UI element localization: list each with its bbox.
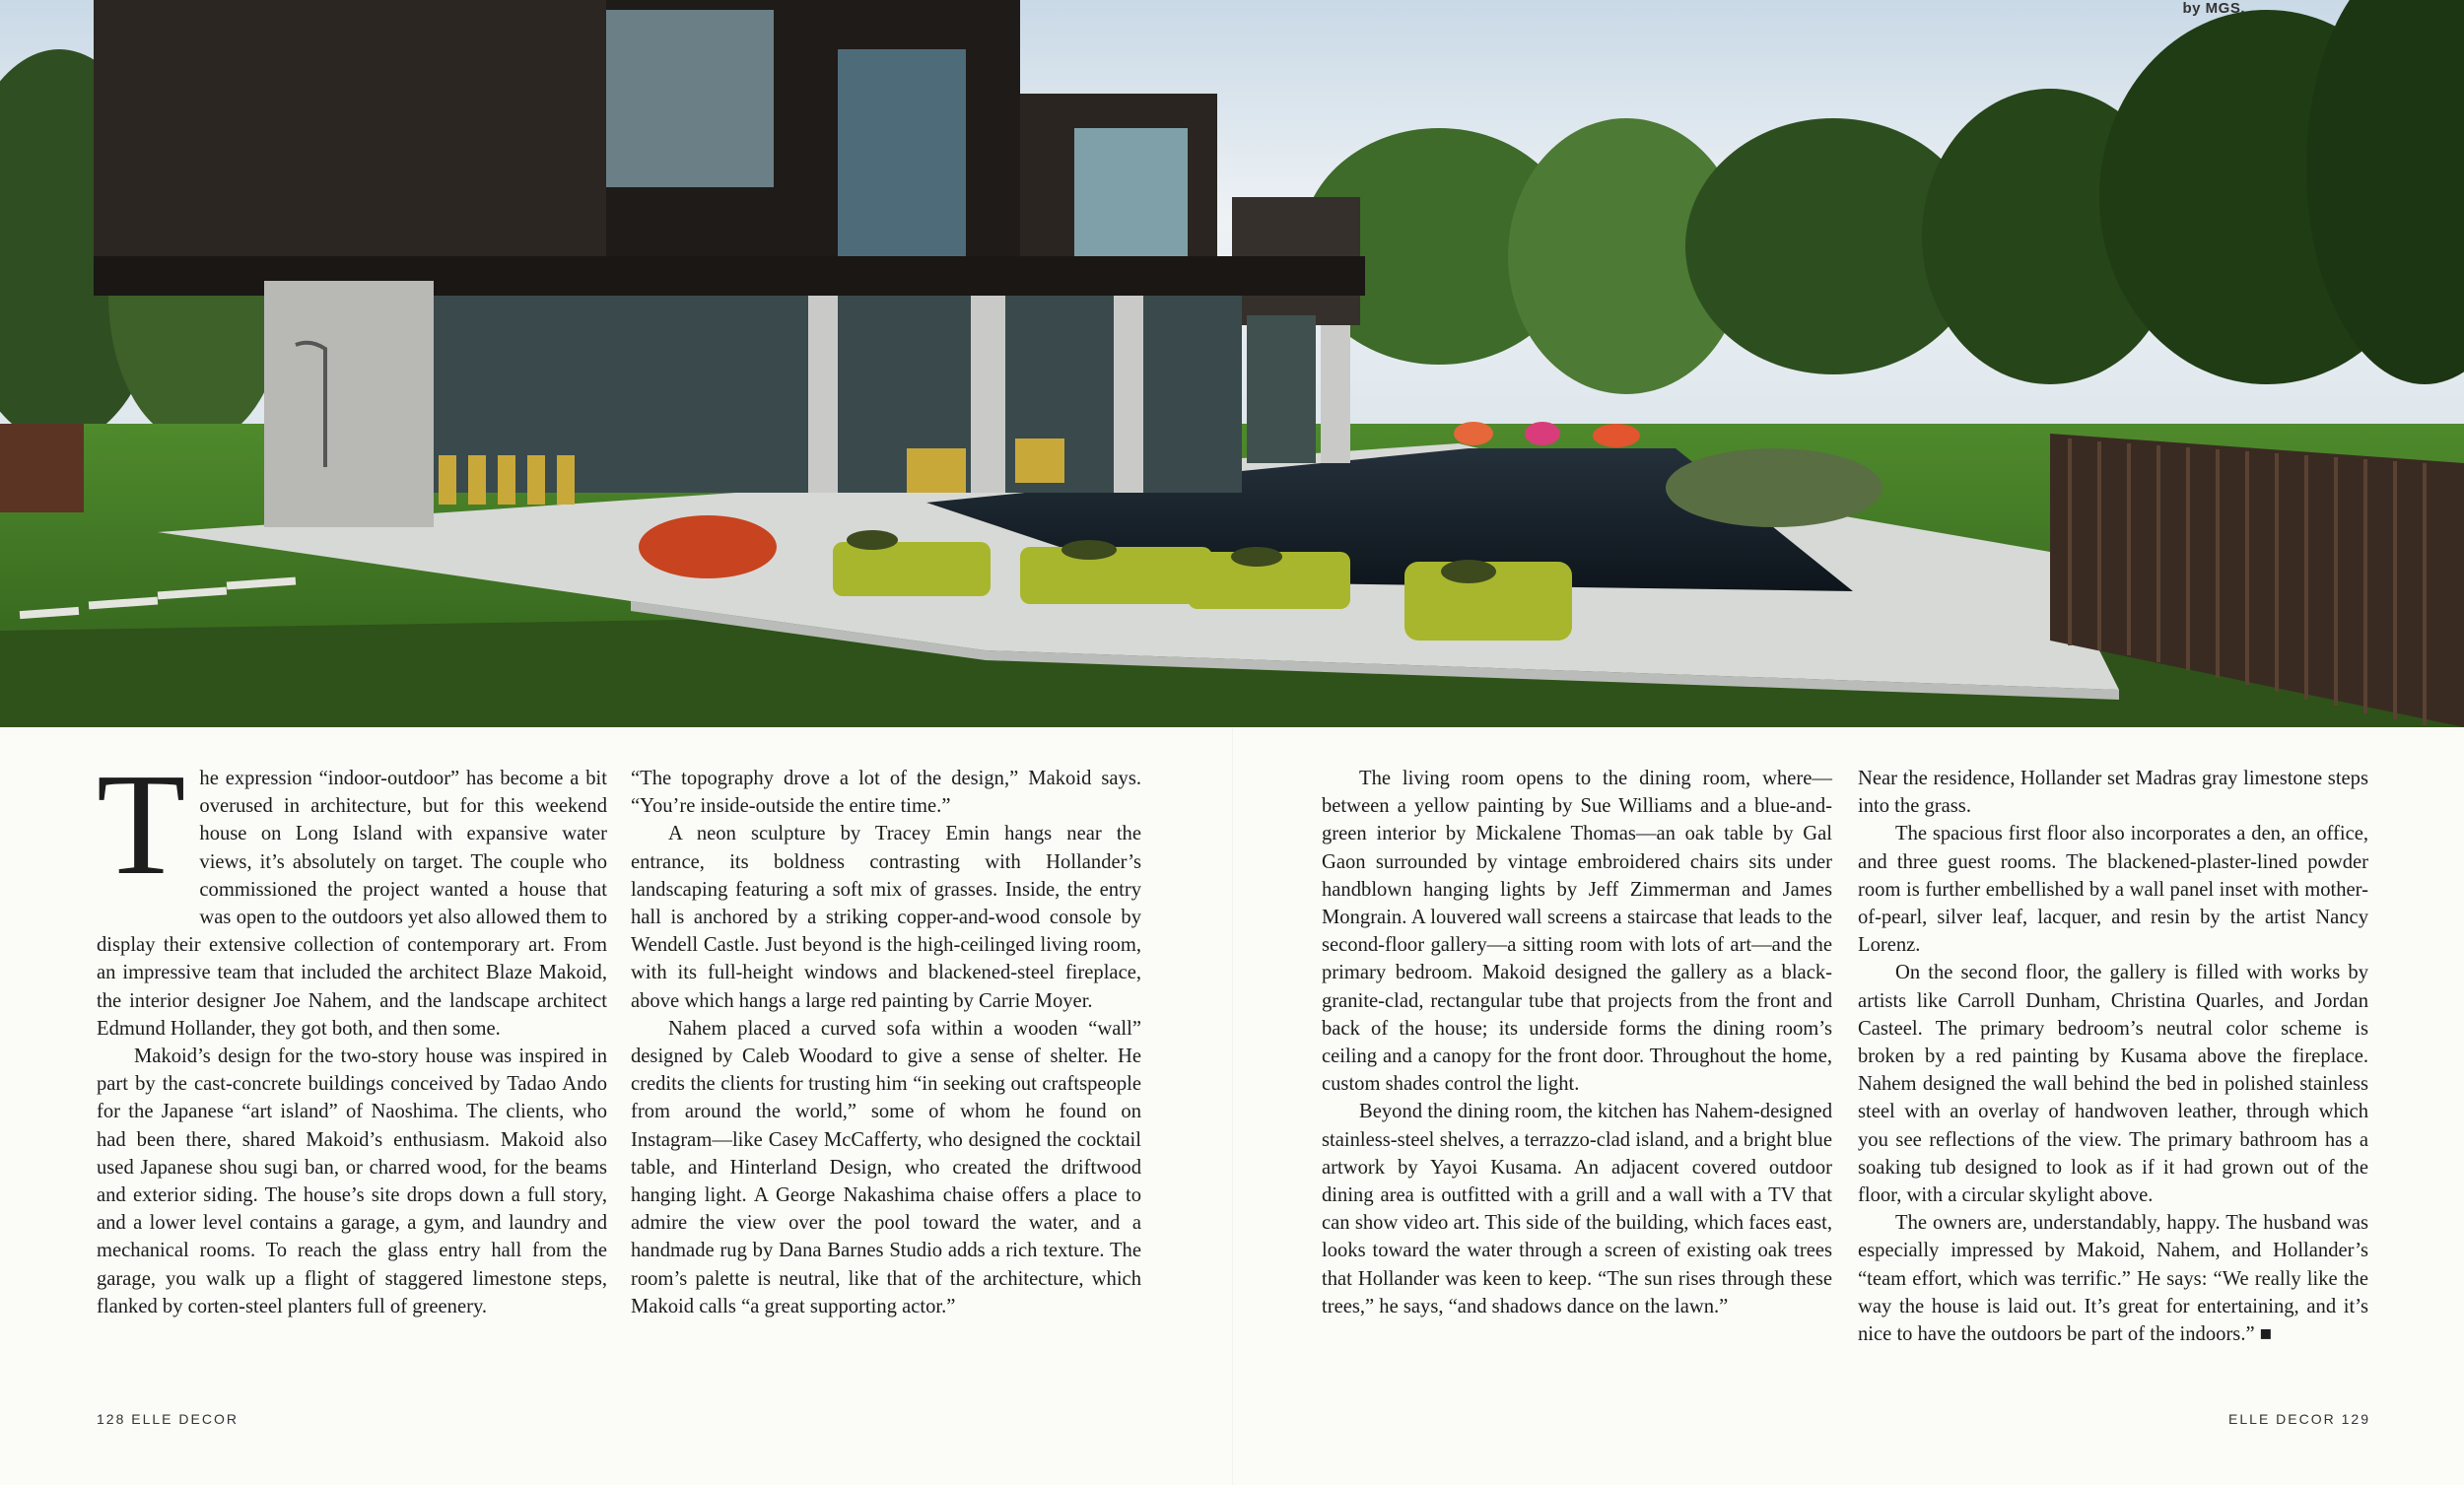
- article-paragraph: [97, 744, 607, 1043]
- house-pool-photo: [0, 0, 2464, 727]
- photo-credit: by MGS.: [2182, 0, 2245, 17]
- drop-cap: T: [97, 744, 186, 906]
- article-paragraph: The spacious first floor also incorporates a den, an office, and three guest rooms. The blackened-plaster-lined powder room is further embellished by a wall panel inset with mother-of-pearl, silver leaf, lacquer, and resin by the artist Nancy Lorenz.: [1858, 823, 2368, 957]
- article-column-4: [1858, 765, 2368, 1348]
- article-paragraph: The living room opens to the dining room, where—between a yellow painting by Sue Williams and a blue-and-green interior by Mickalene Thomas—an oak table by Gal Gaon surrounded by vintage embroidered chairs sits under handblown hanging lights by Jeff Zimmerman and James Mongrain. A louvered wall screens a staircase that leads to the second-floor gallery—a sitting room with lots of art—and the primary bedroom. Makoid designed the gallery as a black-granite-clad, rectangular tube that projects from the front and back of the house; its underside forms the dining room’s ceiling and a canopy for the front door. Throughout the home, custom shades control the light.: [1322, 768, 1832, 1096]
- folio-left: 128 ELLE DECOR: [97, 1411, 239, 1427]
- article-paragraph: On the second floor, the gallery is filled with works by artists like Carroll Dunham, Christina Quarles, and Jordan Casteel. The primary bedroom’s neutral color scheme is broken by a red painting by Kusama above the fireplace. Nahem designed the wall behind the bed in polished stainless steel with an overlay of handwoven leather, through which you see reflections of the view. The primary bathroom has a soaking tub designed to look as if it had grown out of the floor, with a circular skylight above.: [1858, 962, 2368, 1207]
- article-paragraph: A neon sculpture by Tracey Emin hangs near the entrance, its boldness contrasting with Hollander’s landscaping featuring a soft mix of grasses. Inside, the entry hall is anchored by a striking copper-and-wood console by Wendell Castle. Just beyond is the high-ceilinged living room, with its full-height windows and blackened-steel fireplace, above which hangs a large red painting by Carrie Moyer.: [631, 823, 1141, 1012]
- article-column-3: [1322, 765, 1832, 1320]
- article-paragraph: Makoid’s design for the two-story house was inspired in part by the cast-concrete buildings conceived by Tadao Ando for the Japanese “art island” of Naoshima. The clients, who had been there, shared Makoid’s enthusiasm. Makoid also used Japanese shou sugi ban, or charred wood, for the beams and exterior siding. The house’s site drops down a full story, and a lower level contains a garage, a gym, and laundry and mechanical rooms. To reach the glass entry hall from the garage, you walk up a flight of staggered limestone steps, flanked by corten-steel planters full of greenery.: [97, 1046, 607, 1317]
- article-paragraph: Beyond the dining room, the kitchen has Nahem-designed stainless-steel shelves, a terrazzo-clad island, and a bright blue artwork by Yayoi Kusama. An adjacent covered outdoor dining area is outfitted with a grill and a wall with a TV that can show video art. This side of the building, which faces east, looks toward the water through a screen of existing oak trees that Hollander was keen to keep. “The sun rises through these trees,” he says, “and shadows dance on the lawn.”: [1322, 1101, 1832, 1317]
- article-paragraph: Near the residence, Hollander set Madras gray limestone steps into the grass.: [1858, 768, 2368, 818]
- folio-right: ELLE DECOR 129: [2228, 1411, 2370, 1427]
- page-gutter: [1232, 727, 1233, 1485]
- house-pool-photo-icon: [0, 0, 2464, 727]
- article-paragraph: “The topography drove a lot of the design,” Makoid says. “You’re inside-outside the entire time.”: [631, 768, 1141, 818]
- article-paragraph: The owners are, understandably, happy. The husband was especially impressed by Makoid, Nahem, and Hollander’s “team effort, which was terrific.” He says: “We really like the way the house is laid out. It’s great for entertaining, and it’s nice to have the outdoors be part of the indoors.” ■: [1858, 1212, 2368, 1346]
- article-column-2: [631, 765, 1141, 1320]
- article-column-1: [97, 744, 607, 1320]
- paragraph-text: he expression “indoor-outdoor” has become a bit overused in architecture, but for this weekend house on Long Island with expansive water views, it’s absolutely on target. The couple who commissioned the project wanted a house that was open to the outdoors yet also allowed them to display their extensive collection of contemporary art. From an impressive team that included the architect Blaze Makoid, the interior designer Joe Nahem, and the landscape architect Edmund Hollander, they got both, and then some.: [97, 768, 607, 1040]
- article-paragraph: Nahem placed a curved sofa within a wooden “wall” designed by Caleb Woodard to give a sense of shelter. He credits the clients for trusting him “in seeking out craftspeople from around the world,” some of whom he found on Instagram—like Casey McCafferty, who designed the cocktail table, and Hinterland Design, who created the driftwood hanging light. A George Nakashima chaise offers a place to admire the view over the pool toward the water, and a handmade rug by Dana Barnes Studio adds a rich texture. The room’s palette is neutral, like that of the architecture, which Makoid calls “a great supporting actor.”: [631, 1017, 1141, 1317]
